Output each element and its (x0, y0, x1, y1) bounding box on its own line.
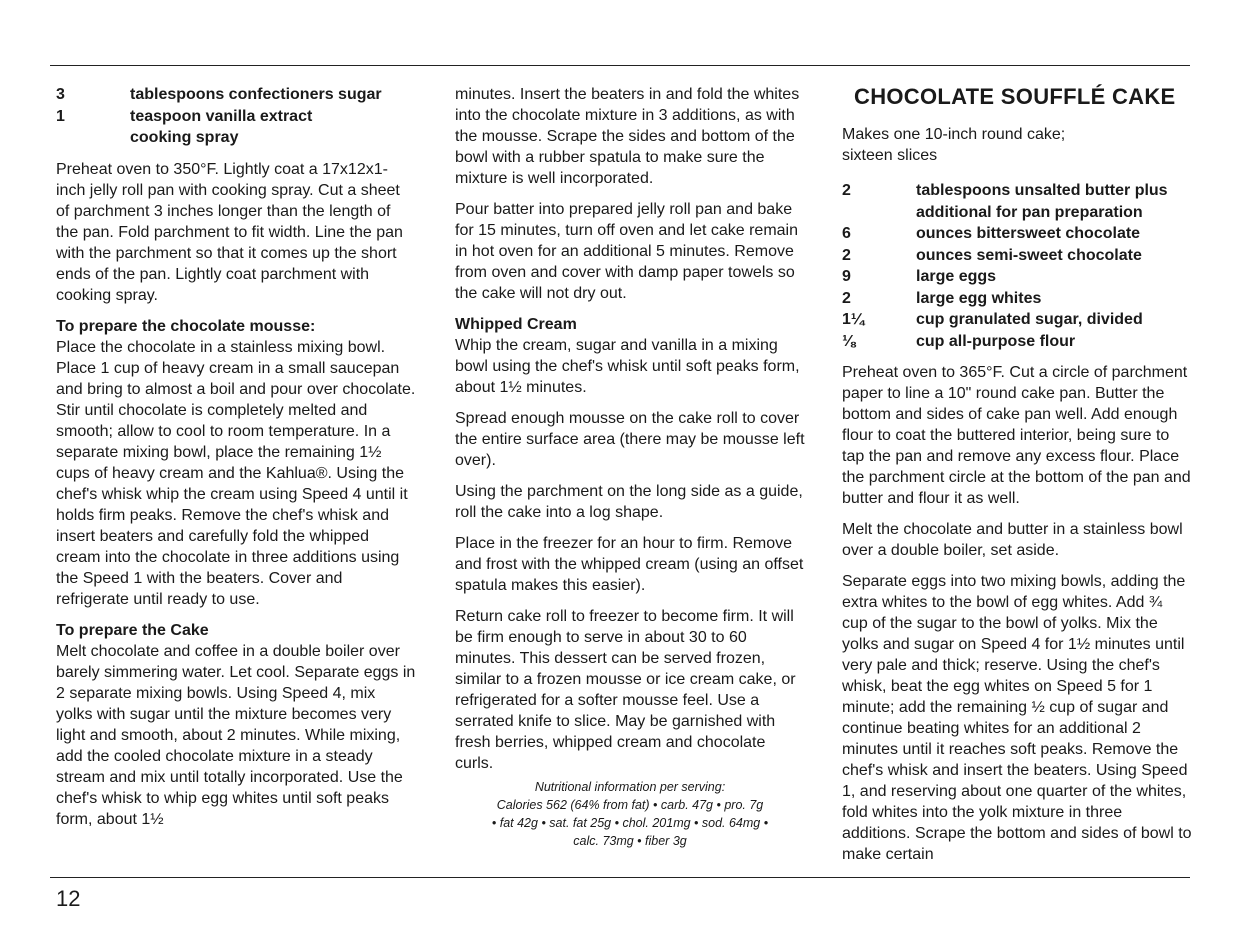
ingredient-item: 2 tablespoons unsalted butter plus additional for pan preparation (842, 182, 1168, 221)
section-text: Place the chocolate in a stainless mixing bowl. Place 1 cup of heavy cream in a small saucepan and bring to almost a boil and pour over chocolate. Stir until chocolate is completely melted and smooth; allow to cool to room temperature. In a separate mixing bowl, place the remaining 1½ cups of heavy cream and the Kahlua®. Using the chef's whisk whip the cream using Speed 4 until it holds firm peaks. Remove the chef's whisk and insert beaters and carefully fold the whipped cream into the chocolate in three additions using the Speed 1 with the beaters. Cover and refrigerate until ready to use. (56, 338, 416, 608)
column-1 (56, 84, 416, 840)
section-text: Whip the cream, sugar and vanilla in a mixing bowl using the chef's whisk until soft peaks form, about 1½ minutes. (455, 337, 800, 396)
column-3 (842, 84, 1192, 875)
ingredient-item: 9 large eggs (842, 268, 997, 285)
ingredient-item: 1¼ cup granulated sugar, divided (842, 311, 1143, 328)
paragraph: Melt the chocolate and butter in a stainless bowl over a double boiler, set aside. (842, 521, 1183, 559)
recipe-title: CHOCOLATE SOUFFLÉ CAKE (854, 84, 1176, 109)
ingredient-item: 1 teaspoon vanilla extract (56, 107, 313, 125)
nutrition-line: calc. 73mg • fiber 3g (573, 834, 687, 848)
section-heading: Whipped Cream (455, 316, 577, 333)
paragraph: Spread enough mousse on the cake roll to cover the entire surface area (there may be mousse left over). (455, 410, 805, 469)
nutrition-heading: Nutritional information per serving: (534, 780, 726, 794)
section-text: Melt chocolate and coffee in a double boiler over barely simmering water. Let cool. Separate eggs in 2 separate mixing bowls. Using Speed 4, mix yolks with sugar until the mixture becomes very light and smooth, about 2 minutes. While mixing, add the cooled chocolate mixture in a steady stream and mix until totally incorporated. Use the chef's whisk to whip egg whites until soft peaks form, about 1½ (56, 642, 416, 828)
nutrition-info (455, 778, 805, 850)
whipped-cream-section (455, 314, 805, 398)
mousse-section (56, 316, 416, 610)
paragraph: Preheat oven to 365°F. Cut a circle of parchment paper to line a 10" round cake pan. Butter the bottom and sides of cake pan well. Add enough flour to coat the buttered interior, being sure to tap the pan and remove any excess flour. Place the parchment circle at the bottom of the pan and butter and flour it as well. (842, 364, 1191, 507)
ingredient-list (842, 180, 1192, 352)
section-heading: To prepare the chocolate mousse: (56, 317, 316, 335)
paragraph: Preheat oven to 350°F. Lightly coat a 17x12x1-inch jelly roll pan with cooking spray. Cut a sheet of parchment 3 inches longer than the length of the pan. Fold parchment to fit width. Line the pan with the parchment so that it comes up the short ends of the pan. Lightly coat parchment with cooking spray. (56, 160, 403, 304)
ingredient-item: 2 large egg whites (842, 289, 1042, 307)
bottom-rule (50, 877, 1190, 878)
ingredient-list (56, 84, 416, 149)
cake-section (56, 620, 416, 830)
ingredient-item: 2 ounces semi-sweet chocolate (842, 246, 1142, 264)
top-rule (50, 65, 1190, 66)
paragraph: Return cake roll to freezer to become firm. It will be firm enough to serve in about 30 to 60 minutes. This dessert can be served frozen, similar to a frozen mousse or ice cream cake, or refrigerated for a softer mousse feel. Use a serrated knife to slice. May be garnished with fresh berries, whipped cream and chocolate curls. (455, 608, 796, 772)
ingredient-item: 3 tablespoons confectioners sugar (56, 86, 382, 103)
paragraph: minutes. Insert the beaters in and fold the whites into the chocolate mixture in 3 additions, as with the mousse. Scrape the sides and bottom of the bowl with a rubber spatula to make sure the mixture is well incorporated. (455, 86, 800, 187)
column-2 (455, 84, 805, 850)
section-heading: To prepare the Cake (56, 621, 209, 639)
ingredient-item: cooking spray (130, 129, 239, 146)
nutrition-line: • fat 42g • sat. fat 25g • chol. 201mg • sod. 64mg • (491, 816, 769, 830)
paragraph: Place in the freezer for an hour to firm. Remove and frost with the whipped cream (using an offset spatula makes this easier). (455, 535, 804, 594)
paragraph: Separate eggs into two mixing bowls, adding the extra whites to the bowl of egg whites. Add ¾ cup of the sugar to the bowl of yolks. Mix the yolks and sugar on Speed 4 for 1½ minutes until very pale and thick; reserve. Using the chef's whisk, beat the egg whites on Speed 5 for 1 minute; add the remaining ½ cup of sugar and continue beating whites for an additional 2 minutes until it reaches soft peaks. Remove the chef's whisk and insert the beaters. Using Speed 1, and reserving about one quarter of the whites, fold whites into the yolk mixture in three additions. Scrape the bottom and sides of bowl to make certain (842, 573, 1192, 863)
ingredient-item: 6 ounces bittersweet chocolate (842, 225, 1141, 242)
recipe-yield: Makes one 10-inch round cake; sixteen slices (842, 126, 1066, 164)
page-number: 12 (56, 886, 81, 911)
ingredient-item: ⅛ cup all-purpose flour (842, 332, 1076, 350)
nutrition-line: Calories 562 (64% from fat) • carb. 47g • pro. 7g (496, 798, 764, 812)
paragraph: Pour batter into prepared jelly roll pan and bake for 15 minutes, turn off oven and let cake remain in hot oven for an additional 5 minutes. Remove from oven and cover with damp paper towels so the cake will not dry out. (455, 201, 799, 302)
paragraph: Using the parchment on the long side as a guide, roll the cake into a log shape. (455, 483, 803, 521)
